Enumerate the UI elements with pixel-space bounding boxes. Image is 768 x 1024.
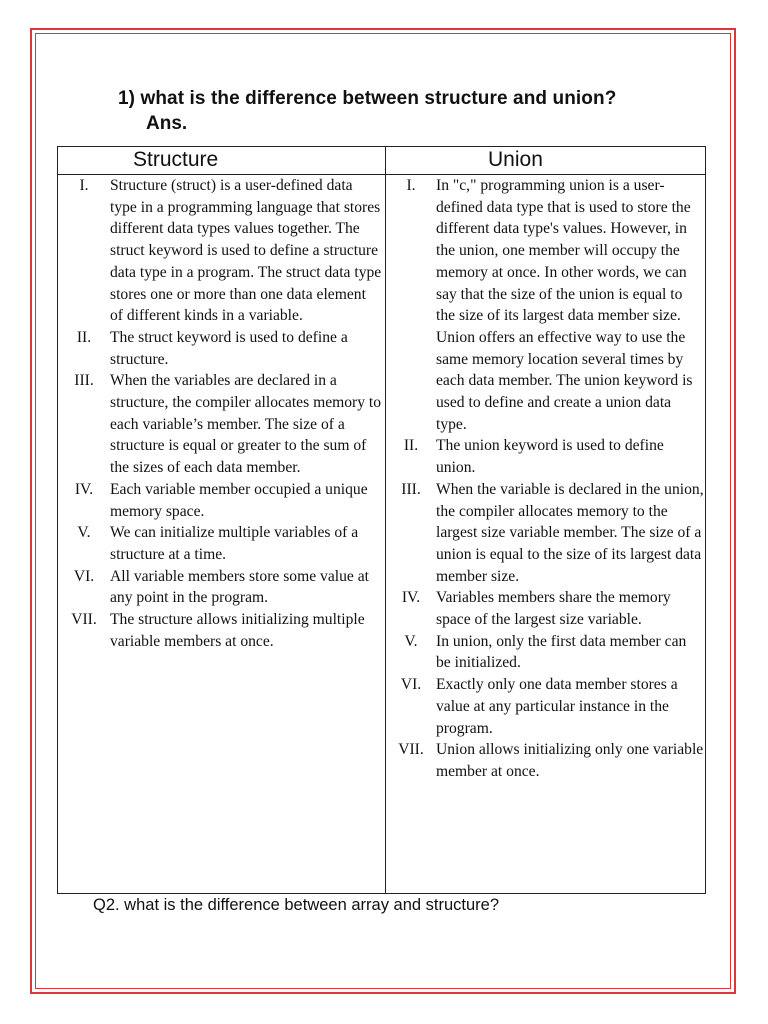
- item-text: When the variable is declared in the union, the compiler allocates memory to the largest size variable member. The size of a union is equal to the size of its largest data member size.: [436, 480, 704, 585]
- list-item: [58, 609, 384, 652]
- item-number: III.: [74, 372, 94, 390]
- list-item: [386, 631, 706, 674]
- item-text: We can initialize multiple variables of a structure at a time.: [110, 524, 359, 563]
- item-text: The struct keyword is used to define a structure.: [110, 328, 348, 368]
- item-number: II.: [76, 328, 92, 346]
- item-number: IV.: [74, 480, 94, 498]
- item-number: VII.: [398, 741, 424, 759]
- structure-header: Structure: [133, 148, 219, 171]
- item-number: V.: [404, 632, 418, 650]
- list-item: [386, 739, 706, 782]
- item-number: VII.: [71, 611, 97, 629]
- list-item: [58, 370, 384, 479]
- item-text: Exactly only one data member stores a value at any particular instance in the program.: [436, 676, 678, 737]
- item-number: IV.: [401, 589, 421, 607]
- list-item: [386, 674, 706, 739]
- item-text: When the variables are declared in a structure, the compiler allocates memory to each variable’s member. The size of a structure is equal or greater to the sum of the sizes of each data member.: [110, 372, 382, 477]
- item-number: I.: [406, 177, 416, 194]
- question-1: 1) what is the difference between structure and union?: [118, 88, 617, 109]
- list-item: [386, 175, 706, 435]
- item-text: In union, only the first data member can be initialized.: [436, 632, 687, 672]
- list-item: [386, 479, 706, 588]
- list-item: [58, 327, 384, 370]
- union-column: [386, 175, 706, 783]
- item-text: In "c," programming union is a user-defined data type that is used to store the different data type's values. However, in the union, one member will occupy the memory at once. In other words, we can say that the size of the union is equal to the size of its largest data member size. Union offers an effective way to use the same memory location several times by each data member. The union keyword is used to define and create a union data type.: [436, 177, 693, 433]
- item-number: I.: [79, 177, 89, 194]
- answer-label: Ans.: [146, 113, 188, 134]
- list-item: [58, 566, 384, 609]
- item-number: VI.: [73, 567, 95, 585]
- list-item: [58, 175, 384, 327]
- structure-column: [58, 175, 384, 652]
- question-2: Q2. what is the difference between array and structure?: [93, 896, 500, 914]
- comparison-table: [57, 146, 706, 894]
- item-text: Union allows initializing only one variable member at once.: [436, 741, 704, 780]
- item-number: II.: [403, 437, 419, 455]
- list-item: [58, 479, 384, 522]
- list-item: [386, 587, 706, 630]
- item-text: Variables members share the memory space of the largest size variable.: [436, 589, 671, 629]
- item-number: III.: [401, 480, 421, 498]
- list-item: [386, 435, 706, 478]
- item-text: The union keyword is used to define union.: [436, 437, 664, 477]
- item-text: The structure allows initializing multiple variable members at once.: [110, 611, 365, 650]
- item-text: Structure (struct) is a user-defined data type in a programming language that stores different data types values together. The struct keyword is used to define a structure data type in a program. The struct data type stores one or more than one data element of different kinds in a variable.: [110, 177, 382, 325]
- list-item: [58, 522, 384, 565]
- item-number: V.: [77, 524, 91, 542]
- item-text: All variable members store some value at any point in the program.: [110, 567, 369, 607]
- item-text: Each variable member occupied a unique memory space.: [110, 480, 368, 520]
- item-number: VI.: [400, 676, 422, 694]
- union-header: Union: [488, 148, 543, 171]
